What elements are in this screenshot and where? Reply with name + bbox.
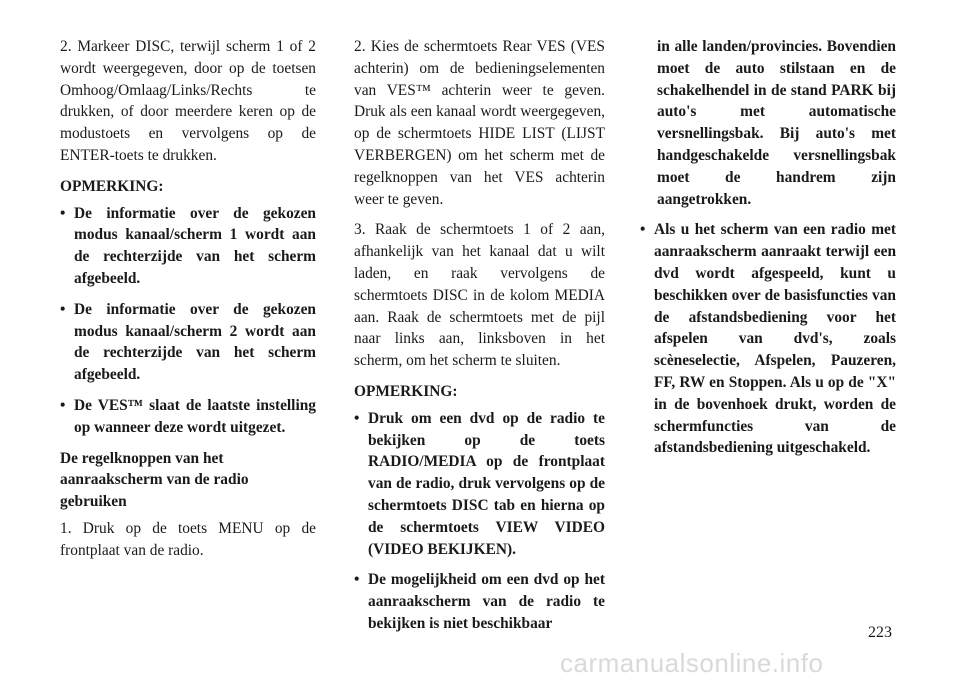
note-bullet [640, 219, 896, 459]
note-bullet [60, 299, 316, 386]
step-3-paragraph: 3. Raak de schermtoets 1 of 2 aan, afhankelijk van het kanaal dat u wilt laden, en raak vervolgens de schermtoets DISC in de kolom MEDIA aan. Raak de schermtoets met de pijl naar links aan, linksboven in het scherm, om het scherm te sluiten. [354, 221, 605, 370]
note-bullet [354, 408, 605, 561]
bullet-text: Als u het scherm van een radio met aanraakscherm aanraakt terwijl een dvd wordt afgespeeld, kunt u beschikken over de basisfuncties van de afstandsbediening voor het afspelen van dvd's, zoals scèneselectie, Afspelen, Pauzeren, FF, RW en Stoppen. Als u op de "X" in de bovenhoek drukt, worden de schermfuncties van de afstandsbediening uitgeschakeld. [654, 221, 896, 457]
column-middle [354, 36, 605, 644]
step-1-paragraph: 1. Druk op de toets MENU op de frontplaat van de radio. [60, 519, 316, 559]
note-heading: OPMERKING: [60, 177, 164, 195]
watermark: carmanualsonline.info [560, 648, 824, 678]
bullet-icon: • [60, 204, 66, 222]
bullet-text: De VES™ slaat de laatste instelling op wanneer deze wordt uitgezet. [74, 396, 316, 436]
section-heading: De regelknoppen van het aanraakscherm van de radio gebruiken [60, 449, 249, 511]
step-2-paragraph: 2. Kies de schermtoets Rear VES (VES achterin) om de bedieningselementen van VES™ achterin weer te geven. Druk als een kanaal wordt weergegeven, op de schermtoets HIDE LIST (LIJST VERBERGEN) om het scherm met de regelknoppen van het VES achterin weer te geven. [354, 38, 605, 208]
bullet-text: De informatie over de gekozen modus kanaal/scherm 2 wordt aan de rechterzijde van het scherm afgebeeld. [74, 300, 316, 384]
bullet-icon: • [60, 396, 66, 414]
bullet-text: Druk om een dvd op de radio te bekijken op de toets RADIO/MEDIA op de frontplaat van de radio, druk vervolgens op de schermtoets DISC tab en hierna op de schermtoets VIEW VIDEO (VIDEO BEKIJKEN). [368, 409, 605, 558]
bullet-text: De mogelijkheid om een dvd op het aanraakscherm van de radio te bekijken is niet beschikbaar [368, 571, 605, 632]
note-bullet [60, 395, 316, 439]
column-left [60, 36, 316, 571]
bullet-icon: • [60, 300, 66, 318]
bullet-text: De informatie over de gekozen modus kanaal/scherm 1 wordt aan de rechterzijde van het scherm afgebeeld. [74, 204, 316, 287]
column-right [640, 36, 896, 468]
bullet-icon: • [354, 571, 360, 589]
bullet-icon: • [640, 221, 646, 239]
bullet-continuation: in alle landen/provincies. Bovendien moet de auto stilstaan en de schakelhendel in de stand PARK bij auto's met automatische versnellingsbak. Bij auto's met handgeschakelde versnellingsbak moet de handrem zijn aangetrokken. [657, 38, 896, 208]
note-bullet [60, 203, 316, 290]
note-heading: OPMERKING: [354, 382, 458, 400]
step-2-paragraph: 2. Markeer DISC, terwijl scherm 1 of 2 wordt weergegeven, door op de toetsen Omhoog/Omlaag/Links/Rechts te drukken, of door meerdere keren op de modustoets en vervolgens op de ENTER-toets te drukken. [60, 38, 316, 164]
bullet-icon: • [354, 409, 360, 427]
note-bullet [354, 569, 605, 634]
page-number: 223 [868, 624, 892, 641]
